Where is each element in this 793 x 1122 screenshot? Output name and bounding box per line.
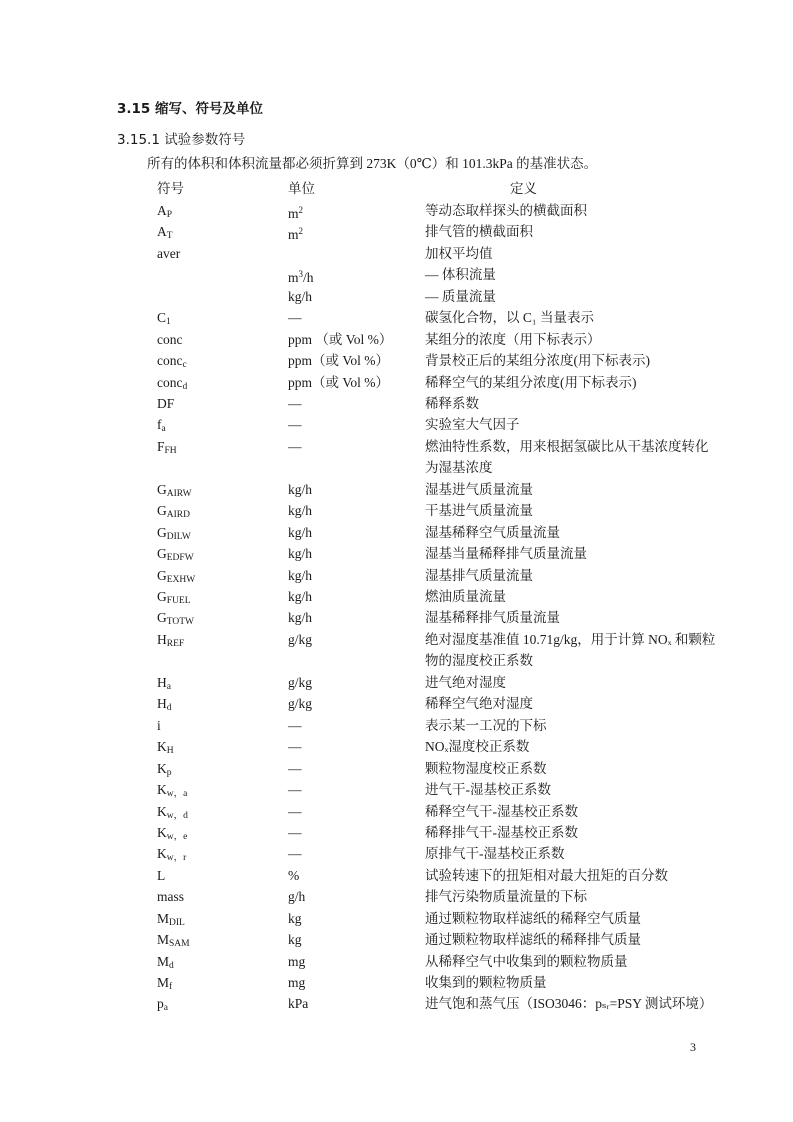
symbol-cell: $G_{EXHW}$ [157,567,196,585]
unit-cell: — [288,846,302,862]
definition-cell: 稀释空气干-湿基校正系数 [425,803,578,819]
definition-cell: 湿基稀释排气质量流量 [425,610,560,626]
unit-cell: — [288,739,302,755]
symbol-cell: L [157,867,166,883]
definition-cell: 进气绝对湿度 [425,674,506,690]
table-body [157,200,717,1015]
table-row [157,436,717,479]
table-row [157,693,717,714]
unit-cell: kg/h [288,503,313,519]
symbol-cell: $K_{w,e}$ [157,824,188,842]
definition-cell: 排气污染物质量流量的下标 [425,889,587,905]
table-row [157,264,717,285]
table-row [157,543,717,564]
symbol-cell: $M_{DIL}$ [157,910,185,928]
table-row [157,908,717,929]
unit-cell: $m^2$ [288,205,304,221]
unit-cell: g/kg [288,674,313,690]
page-number: 3 [690,1040,696,1054]
unit-cell: kg [288,910,302,926]
definition-cell: 通过颗粒物取样滤纸的稀释排气质量 [425,932,641,948]
table-row [157,629,717,672]
unit-cell: — [288,824,302,840]
unit-cell: kPa [288,996,309,1012]
definition-cell: 等动态取样探头的横截面积 [425,203,587,218]
table-row [157,221,717,242]
symbol-cell: $G_{EDFW}$ [157,546,194,564]
definition-cell: 收集到的颗粒物质量 [425,975,547,990]
table-row [157,500,717,521]
unit-cell: — [288,438,302,454]
symbol-cell: $C_1$ [157,310,171,328]
definition-cell: 原排气干-湿基校正系数 [425,846,565,862]
definition-cell: 稀释排气干-湿基校正系数 [425,824,578,840]
definition-cell: — 体积流量 [425,267,496,283]
symbol-cell: DF [157,395,175,411]
table-row [157,672,717,693]
header-unit: 单位 [288,181,315,196]
symbol-cell: $G_{AIRD}$ [157,503,190,521]
unit-cell: mg [288,953,306,969]
table-row [157,329,717,350]
table-row [157,479,717,500]
subsection-heading: 3.15.1 试验参数符号 [117,132,246,148]
table-row [157,951,717,972]
definition-cell: 湿基当量稀释排气质量流量 [425,546,587,562]
table-row [157,307,717,328]
symbol-cell: $A_P$ [157,203,173,220]
symbol-cell: $M_f$ [157,975,173,992]
definition-cell: NOₓ湿度校正系数 [425,739,530,755]
symbol-cell: aver [157,245,181,261]
unit-cell: g/kg [288,696,313,712]
definition-cell: 稀释空气绝对湿度 [425,696,533,712]
unit-cell: g/h [288,889,306,905]
table-row [157,372,717,393]
definition-cell: 绝对湿度基准值 10.71g/kg，用于计算 NOₓ 和颗粒物的湿度校正系数 [425,631,716,669]
unit-cell: kg/h [288,288,313,304]
table-row [157,565,717,586]
unit-cell: — [288,803,302,819]
symbol-cell: conc [157,331,183,347]
symbol-cell: $M_d$ [157,953,174,971]
table-row [157,972,717,993]
unit-cell: % [288,867,300,883]
unit-cell: kg [288,932,302,948]
symbol-cell: $A_T$ [157,224,173,242]
table-row [157,822,717,843]
table-row [157,779,717,800]
definition-cell: 湿基稀释空气质量流量 [425,524,560,540]
definition-cell: 试验转速下的扭矩相对最大扭矩的百分数 [425,867,668,883]
intro-paragraph: 所有的体积和体积流量都必须折算到 273K（0℃）和 101.3kPa 的基准状态。 [147,156,598,171]
symbols-table [157,178,717,1015]
symbol-cell: $K_{w,d}$ [157,803,188,821]
definition-cell: 湿基进气质量流量 [425,481,533,497]
table-row [157,586,717,607]
symbol-cell: $K_{w,r}$ [157,846,187,864]
symbol-cell: $H_d$ [157,696,172,714]
unit-cell: $m^3/h$ [288,269,314,286]
table-row [157,393,717,414]
definition-cell: 加权平均值 [425,245,493,261]
unit-cell: kg/h [288,546,313,562]
section-heading: 3.15 缩写、符号及单位 [117,101,264,117]
symbol-cell: $K_p$ [157,760,172,778]
table-row [157,886,717,907]
unit-cell: ppm （或 Vol %） [288,331,393,347]
unit-cell: kg/h [288,481,313,497]
table-row [157,758,717,779]
definition-cell: 某组分的浓度（用下标表示） [425,331,601,347]
unit-cell: kg/h [288,524,313,540]
definition-cell: — 质量流量 [425,288,496,304]
definition-cell: 燃油特性系数，用来根据氢碳比从干基浓度转化为湿基浓度 [425,438,709,476]
definition-cell: 颗粒物湿度校正系数 [425,760,547,776]
symbol-cell: $K_H$ [157,739,174,757]
unit-cell: ppm（或 Vol %） [288,353,390,369]
table-row [157,350,717,371]
table-row [157,607,717,628]
symbol-cell: $G_{DILW}$ [157,524,191,542]
symbol-cell: conc$_c$ [157,353,187,371]
table-row [157,243,717,264]
symbol-cell: $f_a$ [157,417,166,435]
table-row [157,286,717,307]
symbol-cell: $M_{SAM}$ [157,932,190,950]
unit-cell: mg [288,975,306,990]
definition-cell: 从稀释空气中收集到的颗粒物质量 [425,953,628,969]
header-definition: 定义 [510,181,537,196]
definition-cell: 湿基排气质量流量 [425,567,533,583]
definition-cell: 实验室大气因子 [425,417,520,433]
symbol-cell: $K_{w,a}$ [157,782,188,800]
symbol-cell: $G_{FUEL}$ [157,589,191,606]
table-row [157,736,717,757]
unit-cell: kg/h [288,567,313,583]
definition-cell: 干基进气质量流量 [425,503,533,519]
symbol-cell: $H_a$ [157,674,171,692]
definition-cell: 背景校正后的某组分浓度(用下标表示) [425,353,650,369]
unit-cell: — [288,395,302,411]
definition-cell: 碳氢化合物，以 C₁ 当量表示 [425,310,594,326]
symbol-cell: i [157,717,161,733]
table-row [157,993,717,1014]
definition-cell: 进气干-湿基校正系数 [425,782,551,798]
unit-cell: — [288,417,302,433]
symbol-cell: $H_{REF}$ [157,631,185,649]
definition-cell: 排气管的横截面积 [425,224,533,240]
symbol-cell: conc$_d$ [157,374,188,392]
symbol-cell: $F_{FH}$ [157,438,177,456]
unit-cell: — [288,717,302,733]
table-row [157,801,717,822]
unit-cell: — [288,782,302,798]
definition-cell: 进气饱和蒸气压（ISO3046：pₛᵣ=PSY 测试环境） [425,996,713,1012]
table-row [157,843,717,864]
table-row [157,414,717,435]
header-symbol: 符号 [157,181,184,196]
definition-cell: 稀释系数 [425,395,479,411]
unit-cell: g/kg [288,631,313,647]
symbol-cell: $p_a$ [157,996,168,1014]
table-row [157,522,717,543]
table-row [157,929,717,950]
definition-cell: 表示某一工况的下标 [425,717,547,733]
unit-cell: kg/h [288,610,313,626]
unit-cell: — [288,310,302,326]
definition-cell: 燃油质量流量 [425,589,506,604]
unit-cell: kg/h [288,589,313,604]
table-row [157,715,717,736]
table-row [157,200,717,221]
symbol-cell: $G_{TOTW}$ [157,610,195,628]
table-header [157,178,717,200]
definition-cell: 稀释空气的某组分浓度(用下标表示) [425,374,637,390]
unit-cell: — [288,760,302,776]
symbol-cell: $G_{AIRW}$ [157,481,192,499]
table-row [157,865,717,886]
unit-cell: $m^2$ [288,226,304,243]
symbol-cell: mass [157,889,184,905]
definition-cell: 通过颗粒物取样滤纸的稀释空气质量 [425,910,641,926]
unit-cell: ppm（或 Vol %） [288,374,390,390]
